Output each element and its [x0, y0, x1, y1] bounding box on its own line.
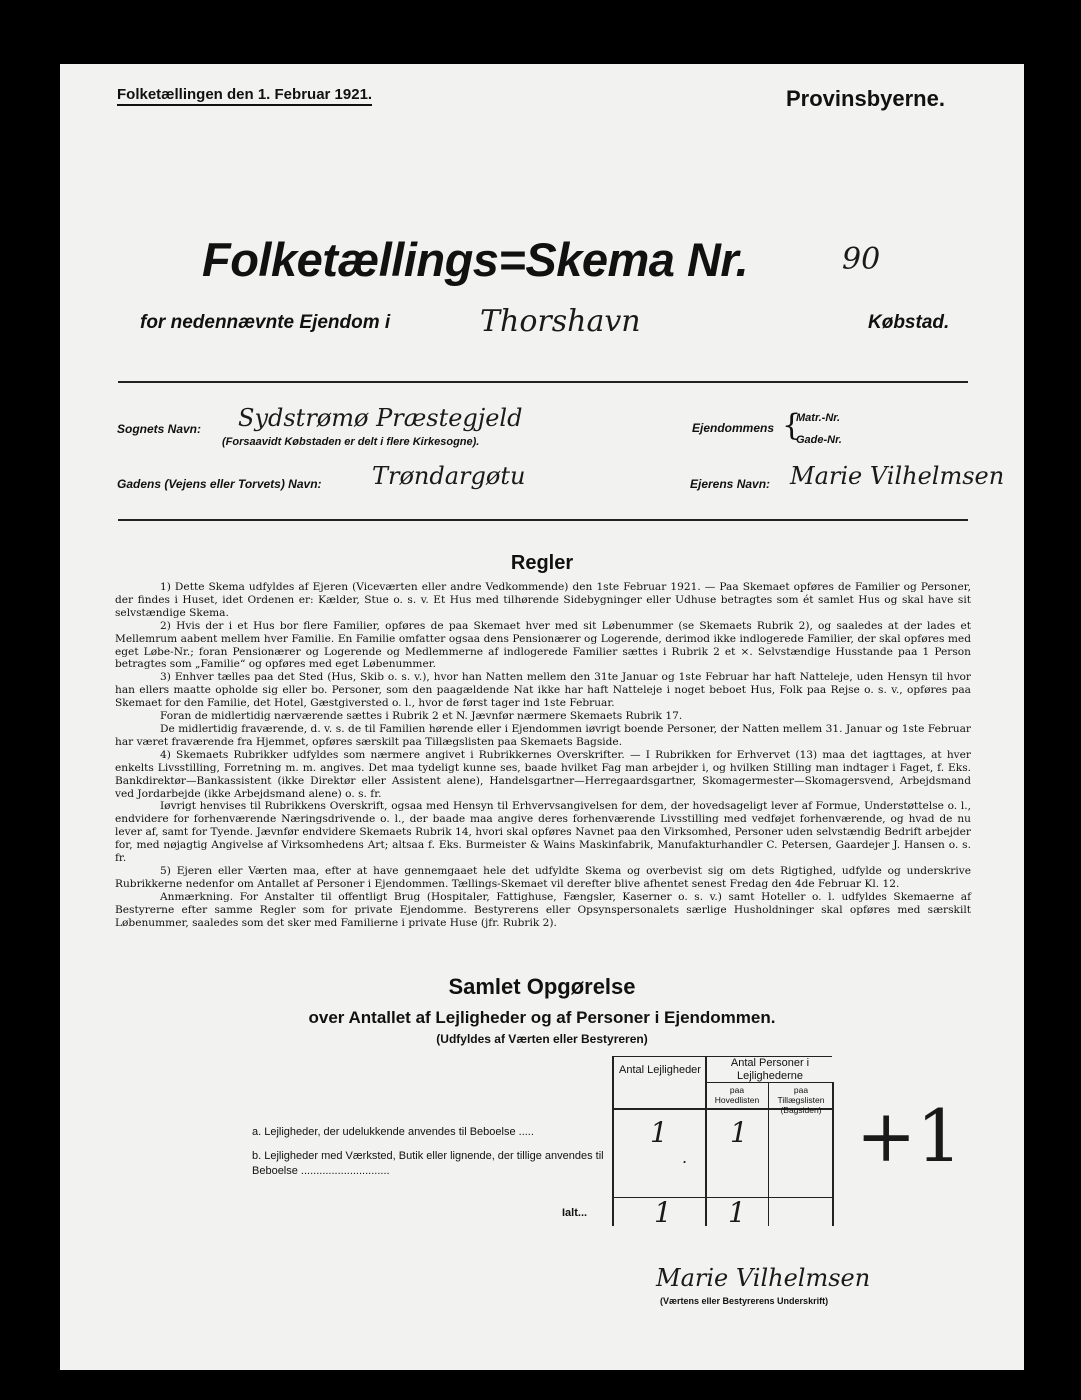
street-value: Trøndargøtu	[372, 462, 526, 490]
summary-title: Samlet Opgørelse	[448, 974, 636, 999]
rules-body	[115, 581, 971, 929]
property-number-label: Ejendommens	[692, 421, 775, 435]
town-suffix: Købstad.	[868, 312, 950, 333]
divider	[118, 381, 968, 383]
brace: {	[782, 408, 802, 443]
col-header-hoved: paa Hovedlisten	[714, 1085, 760, 1105]
col-header-tillaeg: paa Tillægslisten (Bagsiden)	[777, 1085, 825, 1115]
rule-paragraph: 4) Skemaets Rubrikker udfyldes som nærmere angivet i Rubrikkernes Overskrifter. — I Rubrikken for Erhvervet (13) maa det iagttages, at hver enkelts Livsstilling, Forretning m. m. angives. Det maa tydeligt kunne ses, baade hvilket Fag man arbejder i, og hvilken Stilling man indtager i Faget, f. Eks. Bankdirektør—Bankassistent (ikke Direktør eller Assistent alene), Handelsgartner—Herregaardsgartner, Skomagermester—Skomagersvend, Arbejdsmand ved Jordarbejde (ikke Arbejdsmand alene) o. s. fr.	[115, 748, 971, 800]
rule-paragraph: 5) Ejeren eller Værten maa, efter at have gennemgaaet hele det udfyldte Skema og overbevist sig om dets Rigtighed, udfylde og underskrive Rubrikkerne nedenfor om Antallet af Personer i Ejendommen. Tællings-Skemaet vil derefter blive afhentet senest Fredag den 4de Februar Kl. 12.	[115, 864, 971, 890]
rule-paragraph: Foran de midlertidig nærværende sættes i Rubrik 2 et N. Jævnfør nærmere Skemaets Rubrik 17.	[160, 710, 683, 723]
parish-label: Sognets Navn:	[117, 422, 202, 436]
owner-label: Ejerens Navn:	[690, 477, 771, 491]
property-label: for nedennævnte Ejendom i	[140, 312, 391, 333]
signature: Marie Vilhelmsen	[656, 1264, 871, 1292]
matr-label: Matr.-Nr.	[796, 412, 841, 424]
cell-hoved-a: 1	[730, 1116, 748, 1149]
signature-caption: (Værtens eller Bestyrerens Underskrift)	[660, 1296, 829, 1306]
table-line	[612, 1056, 614, 1226]
owner-value: Marie Vilhelmsen	[790, 462, 1005, 490]
region-header: Provinsbyerne.	[786, 86, 945, 111]
summary-note: (Udfyldes af Værten eller Bestyreren)	[436, 1032, 648, 1046]
row-label-a: a. Lejligheder, der udelukkende anvendes til Beboelse .....	[252, 1126, 534, 1138]
cell-antal-b: .	[682, 1148, 688, 1167]
rule-paragraph: 3) Enhver tælles paa det Sted (Hus, Skib o. s. v.), hvor han Natten mellem den 31te Januar og 1ste Februar har haft Natteleje, uden Hensyn til hvor han ellers maatte opholde sig eller bo. Personer, som den paagældende Nat ikke har haft Natteleje i noget beboet Hus, Folk paa Rejse o. s. v., opføres paa Skemaet for den Familie, det Hotel, Gæstgiversted o. l., hvor de først tager ind 1ste Februar.	[115, 671, 971, 710]
col-header-antal: Antal Lejligheder	[619, 1064, 701, 1076]
row-label-b: b. Lejligheder med Værksted, Butik eller lignende, der tillige anvendes til Beboelse .............................	[252, 1150, 604, 1177]
table-line	[768, 1082, 769, 1226]
handwritten-total-mark: +1	[856, 1094, 963, 1178]
total-hoved: 1	[728, 1196, 746, 1229]
census-form-sheet	[60, 64, 1024, 1370]
divider	[118, 519, 968, 521]
town-value: Thorshavn	[480, 304, 641, 339]
rule-paragraph: Anmærkning. For Anstalter til offentligt Brug (Hospitaler, Fattighuse, Fængsler, Kaserner o. s. v.) samt Hoteller o. l. udfyldes Skemaerne af Bestyrerne efter samme Regler som for private Ejendomme. Bestyrerens eller Opsynspersonalets særlige Husholdninger skal opføres med særskilt Løbenummer, saaledes som det sker med Familierne i private Huse (jfr. Rubrik 2).	[115, 890, 971, 929]
cell-antal-a: 1	[650, 1116, 668, 1149]
rule-paragraph: 1) Dette Skema udfyldes af Ejeren (Viceværten eller andre Vedkommende) den 1ste Februar 1921. — Paa Skemaet opføres de Familier og Personer, der findes i Huset, idet Ordenen er: Kælder, Stue o. s. v. Et Hus med tilhørende Sidebygninger eller Udhuse betragtes som ét samlet Hus og skal have sit selvstændige Skema.	[115, 581, 971, 619]
parish-value: Sydstrømø Præstegjeld	[238, 404, 523, 432]
summary-subtitle: over Antallet af Lejligheder og af Personer i Ejendommen.	[308, 1008, 776, 1027]
col-header-personer: Antal Personer i Lejlighederne	[730, 1057, 810, 1082]
rule-paragraph: De midlertidig fraværende, d. v. s. de til Familien hørende eller i Ejendommen iøvrigt boende Personer, der Natten mellem 31. Januar og 1ste Februar har været fraværende fra Hjemmet, opføres særskilt paa Tillægslisten paa Skemaets Bagside.	[115, 722, 971, 748]
parish-note: (Forsaavidt Købstaden er delt i flere Kirkesogne).	[222, 436, 480, 448]
gade-label: Gade-Nr.	[796, 434, 842, 446]
table-line	[832, 1082, 834, 1226]
street-label: Gadens (Vejens eller Torvets) Navn:	[117, 477, 322, 491]
total-antal: 1	[654, 1196, 672, 1229]
form-title: Folketællings=Skema Nr.	[202, 233, 749, 286]
total-label: Ialt...	[562, 1207, 588, 1219]
rules-title: Regler	[510, 552, 574, 574]
table-line	[612, 1197, 834, 1198]
rule-paragraph: 2) Hvis der i et Hus bor flere Familier, opføres de paa Skemaet hver med sit Løbenummer (se Skemaets Rubrik 2), og saaledes at der lades et Mellemrum aabent mellem hver Familie. En Familie omfatter ogsaa dens Pensionærer og Logerende, derimod ikke indlogerede Familier, der skal opføres med eget Løbe-Nr.; foran Pensionærer og Logerende og Medlemmerne af indlogerede Familier sættes i Rubrik 2 et ×. Selvstændige Husstande paa 1 Person betragtes som „Familie“ og opføres med eget Løbenummer.	[115, 619, 971, 671]
rule-paragraph: Iøvrigt henvises til Rubrikkens Overskrift, ogsaa med Hensyn til Erhvervsangivelsen for dem, der hovedsageligt lever af Formue, Understøttelse o. l., endvidere for forhenværende Næringsdrivende o. l., der baade maa angive deres forhenværende Livsstilling med vedføjet forhenværende, og hvad de nu lever af, samt for Tyende. Jævnfør endvidere Skemaets Rubrik 14, hvori skal opføres Navnet paa den Virksomhed, Personer uden selvstændig Bedrift arbejder for, med nøjagtig Angivelse af Virksomhedens Art; altsaa f. Eks. Burmeister & Wains Maskinfabrik, Manufakturhandler C. Petersen, Gaardejer J. Hansen o. s. fr.	[115, 800, 971, 865]
form-number: 90	[842, 242, 881, 277]
census-date-header: Folketællingen den 1. Februar 1921.	[117, 86, 372, 106]
